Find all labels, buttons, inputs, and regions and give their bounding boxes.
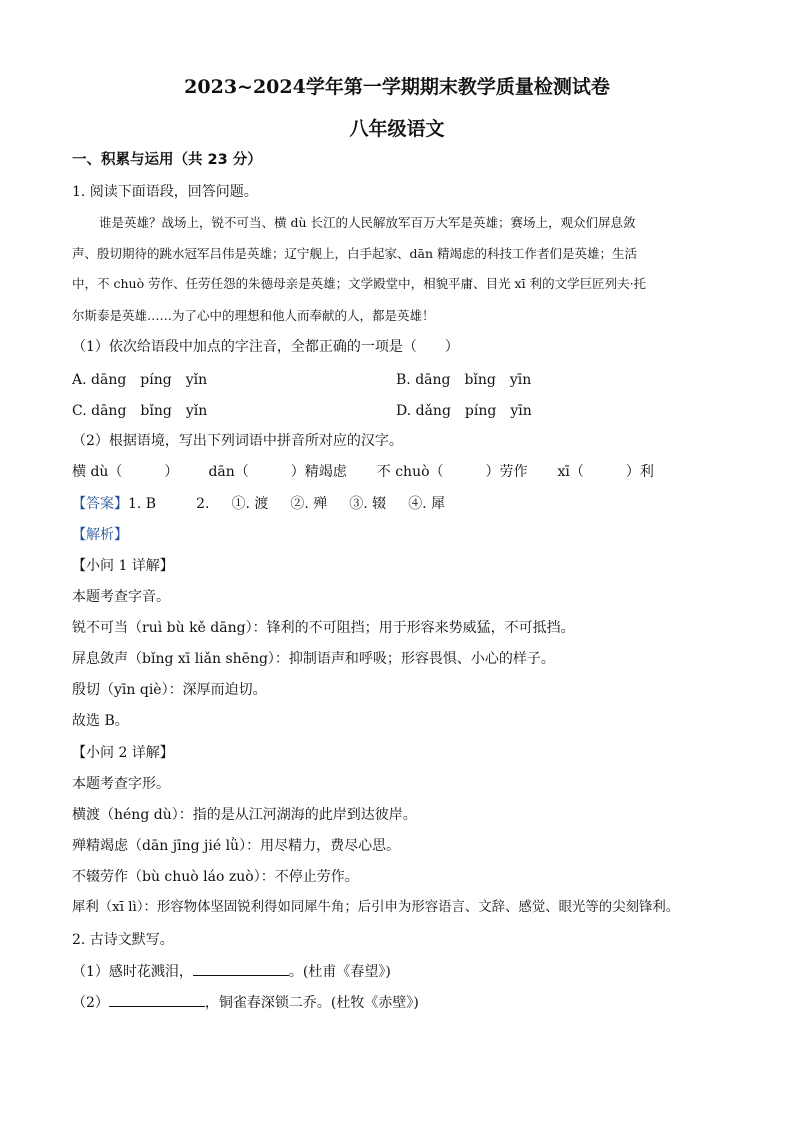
answer-2-item-2: ②. 殚 <box>290 496 328 512</box>
answer-1: 1. B <box>128 496 157 512</box>
analysis-sub2-line-1: 本题考查字形。 <box>72 776 170 792</box>
analysis-sub1-line-4: 殷切（yīn qiè）：深厚而迫切。 <box>72 682 267 698</box>
passage-line-4: 尔斯泰是英雄……为了心中的理想和他人而奉献的人，都是英雄！ <box>72 308 435 323</box>
answer-2-item-3: ③. 辍 <box>349 496 387 512</box>
subquestion-1: （1）依次给语段中加点的字注音，全都正确的一项是（ ） <box>72 339 459 355</box>
fill-blanks-row <box>72 462 684 482</box>
answer-2-item-1: ①. 渡 <box>231 496 269 512</box>
recitation-2-blank[interactable] <box>109 992 205 1007</box>
answer-row <box>72 494 445 514</box>
recitation-1-suffix: 。(杜甫《春望》) <box>288 964 391 980</box>
recitation-2-prefix: （2） <box>72 995 109 1011</box>
recitation-line-1 <box>72 961 391 982</box>
analysis-sub1-line-5: 故选 B。 <box>72 713 129 729</box>
recitation-line-2 <box>72 992 419 1013</box>
recitation-1-blank[interactable] <box>193 961 289 976</box>
answer-2-label: 2. <box>196 496 210 512</box>
subquestion-2: （2）根据语境，写出下列词语中拼音所对应的汉字。 <box>72 433 403 449</box>
option-d: D. dǎng píng yīn <box>396 403 532 419</box>
exam-subtitle: 八年级语文 <box>349 118 445 140</box>
section-heading: 一、积累与运用（共 23 分） <box>72 152 262 168</box>
analysis-sub2-line-2: 横渡（héng dù）：指的是从江河湖海的此岸到达彼岸。 <box>72 807 417 823</box>
analysis-label: 【解析】 <box>72 527 128 543</box>
option-b: B. dāng bǐng yīn <box>396 372 532 388</box>
analysis-sub2-line-4: 不辍劳作（bù chuò láo zuò）：不停止劳作。 <box>72 869 359 885</box>
passage-line-3: 中，不 chuò 劳作、任劳任怨的朱德母亲是英雄；文学殿堂中，相貌平庸、目光 xī 利的文学巨匠列夫·托 <box>72 276 647 291</box>
fill-blank-1: 横 dù（ ） <box>72 464 179 480</box>
analysis-sub2-label: 【小问 2 详解】 <box>72 745 174 761</box>
question-2-stem: 2. 古诗文默写。 <box>72 932 174 948</box>
recitation-2-suffix: ，铜雀春深锁二乔。(杜牧《赤壁》) <box>204 995 419 1011</box>
passage-line-2: 声、殷切期待的跳水冠军吕伟是英雄；辽宁舰上，白手起家、dān 精竭虑的科技工作者们是英雄；生活 <box>72 246 637 261</box>
analysis-sub1-line-1: 本题考查字音。 <box>72 589 170 605</box>
recitation-1-prefix: （1）感时花溅泪， <box>72 964 193 980</box>
passage-line-1: 谁是英雄？战场上，锐不可当、横 dù 长江的人民解放军百万大军是英雄；赛场上，观众们屏息敛 <box>99 215 636 230</box>
answer-2-item-4: ④. 犀 <box>408 496 446 512</box>
question-1-stem: 1. 阅读下面语段，回答问题。 <box>72 184 258 200</box>
exam-title: 2023~2024学年第一学期期末教学质量检测试卷 <box>184 76 610 98</box>
option-c: C. dāng bǐng yǐn <box>72 403 208 419</box>
analysis-sub1-line-2: 锐不可当（ruì bù kě dāng）：锋利的不可阻挡；用于形容来势威猛，不可抵挡。 <box>72 620 575 636</box>
analysis-sub1-label: 【小问 1 详解】 <box>72 558 174 574</box>
option-a: A. dāng píng yǐn <box>72 372 208 388</box>
fill-blank-2: dān（ ）精竭虑 <box>208 464 347 480</box>
answer-label: 【答案】 <box>72 496 128 512</box>
analysis-sub2-line-3: 殚精竭虑（dān jīng jié lǜ）：用尽精力，费尽心思。 <box>72 838 401 854</box>
analysis-sub1-line-3: 屏息敛声（bǐng xī liǎn shēng）：抑制语声和呼吸；形容畏惧、小心的样子。 <box>72 651 555 667</box>
fill-blank-4: xī（ ）利 <box>557 464 654 480</box>
analysis-sub2-line-5: 犀利（xī lì）：形容物体坚固锐利得如同犀牛角；后引申为形容语言、文辞、感觉、眼光等的尖刻锋利。 <box>72 900 680 915</box>
fill-blank-3: 不 chuò（ ）劳作 <box>376 464 528 480</box>
